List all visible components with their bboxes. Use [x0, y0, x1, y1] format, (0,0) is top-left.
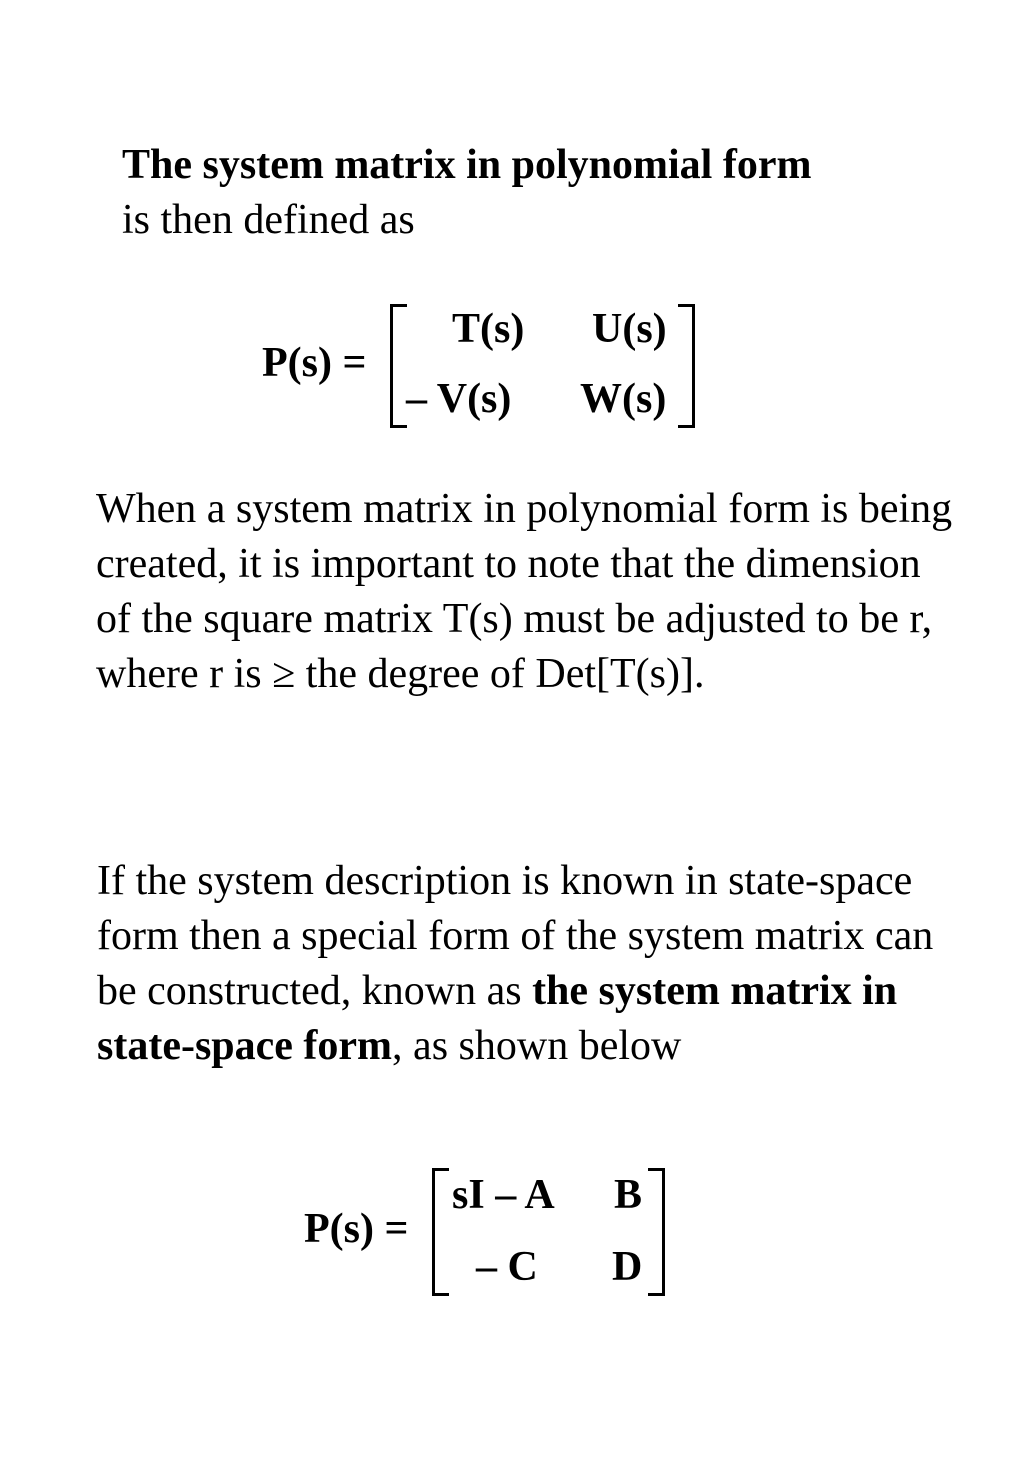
paragraph2-after: , as shown below [392, 1023, 682, 1069]
equation1-cell-V: – V(s) [406, 376, 512, 422]
paragraph2-before: If the system description is known in state-space form then a special form of the system matrix can be constructed, known as [97, 858, 934, 1014]
equation1-lhs: P(s) = [262, 340, 367, 386]
equation2-cell-sIA: sI – A [452, 1172, 555, 1218]
equation1-cell-T: T(s) [452, 306, 525, 352]
paragraph-state-space [97, 854, 957, 1074]
equation1-cell-U: U(s) [592, 306, 667, 352]
equation2-cell-B: B [614, 1172, 643, 1218]
equation1-left-bracket [390, 304, 407, 428]
equation2-right-bracket [648, 1168, 665, 1296]
equation2-cell-C: – C [476, 1244, 538, 1290]
equation1-right-bracket [678, 304, 695, 428]
intro-rest: is then defined as [122, 197, 415, 243]
paragraph-dimension-note: When a system matrix in polynomial form is being created, it is important to note that the dimension of the square matrix T(s) must be adjusted to be r, where r is ≥ the degree of Det[T(s)]. [96, 486, 953, 697]
intro-bold-heading: The system matrix in polynomial form [122, 142, 812, 188]
equation2-left-bracket [432, 1168, 449, 1296]
paragraph2-bold-term: the system matrix in state-space form [97, 968, 898, 1069]
equation2-lhs: P(s) = [304, 1206, 409, 1252]
equation2-cell-D: D [612, 1244, 643, 1290]
intro-text [122, 138, 942, 248]
equation1-cell-W: W(s) [580, 376, 667, 422]
